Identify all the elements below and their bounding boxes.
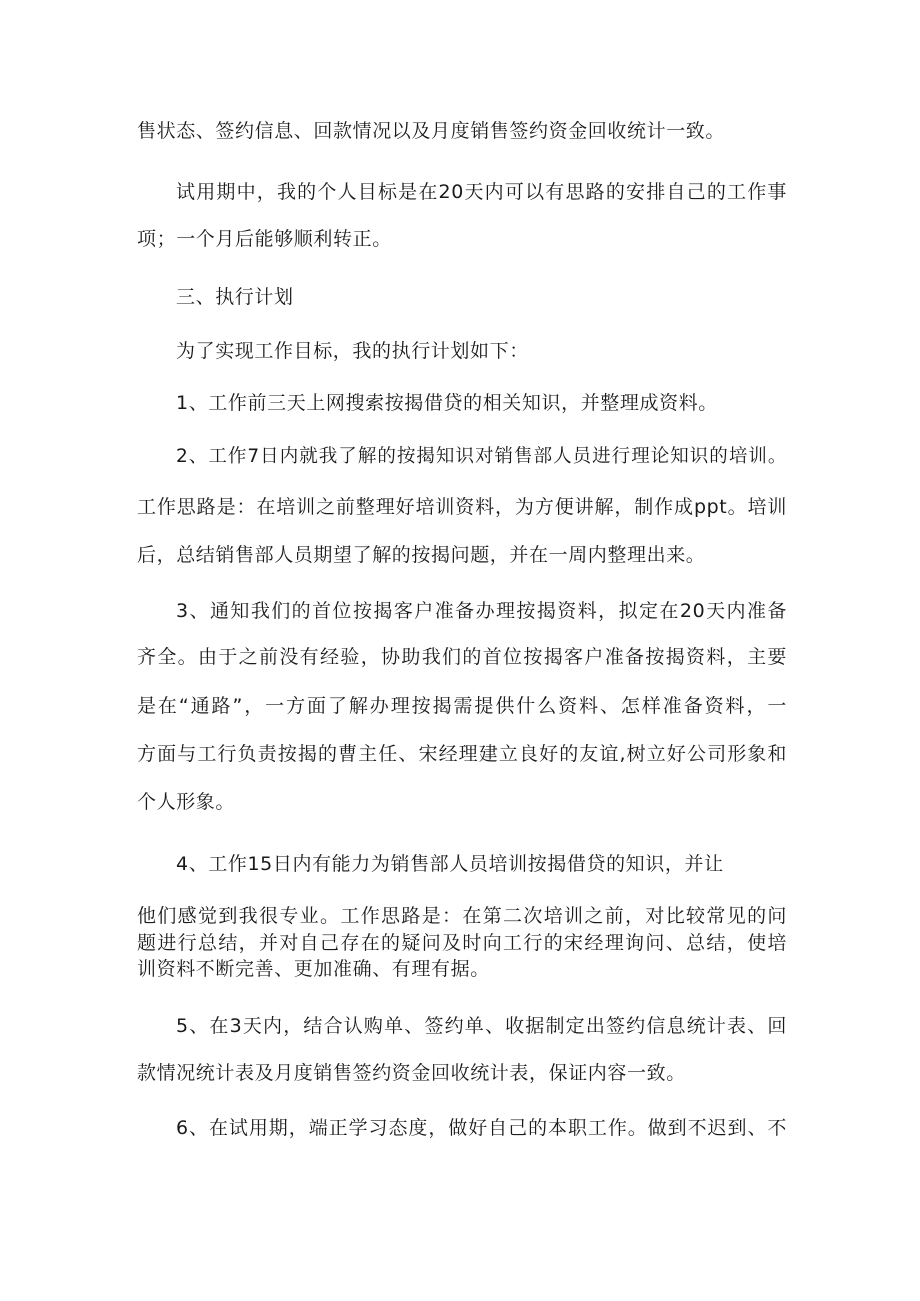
section-heading: 三、执行计划 [176, 286, 294, 308]
text-line: 训资料不断完善、更加准确、有理有据。 [137, 958, 490, 980]
list-item: 5、在3天内，结合认购单、签约单、收据制定出签约信息统计表、回 [176, 1015, 787, 1037]
text-line: 方面与工行负责按揭的曹主任、宋经理建立良好的友谊,树立好公司形象和 [137, 743, 787, 765]
text-line: 款情况统计表及月度销售签约资金回收统计表，保证内容一致。 [137, 1062, 686, 1084]
list-item: 4、工作15日内有能力为销售部人员培训按揭借贷的知识，并让 [176, 853, 724, 875]
text-line: 题进行总结，并对自己存在的疑问及时向工行的宋经理询问、总结，使培 [137, 932, 787, 954]
text-line: 为了实现工作目标，我的执行计划如下： [176, 340, 529, 362]
list-item: 3、通知我们的首位按揭客户准备办理按揭资料，拟定在20天内准备 [176, 600, 787, 622]
text-line: 试用期中，我的个人目标是在20天内可以有思路的安排自己的工作事 [176, 181, 787, 203]
text-line: 他们感觉到我很专业。工作思路是：在第二次培训之前，对比较常见的问 [137, 905, 787, 927]
text-line: 后，总结销售部人员期望了解的按揭问题，并在一周内整理出来。 [137, 544, 706, 566]
text-line: 售状态、签约信息、回款情况以及月度销售签约资金回收统计一致。 [137, 120, 726, 142]
list-item: 1、工作前三天上网搜索按揭借贷的相关知识，并整理成资料。 [176, 392, 718, 414]
list-item: 2、工作7日内就我了解的按揭知识对销售部人员进行理论知识的培训。 [176, 446, 787, 467]
text-line: 工作思路是：在培训之前整理好培训资料，为方便讲解，制作成ppt。培训 [137, 496, 787, 518]
text-line: 是在“通路”，一方面了解办理按揭需提供什么资料、怎样准备资料，一 [137, 695, 787, 717]
text-line: 齐全。由于之前没有经验，协助我们的首位按揭客户准备按揭资料，主要 [137, 646, 787, 668]
text-line: 项；一个月后能够顺利转正。 [137, 228, 392, 250]
list-item: 6、在试用期，端正学习态度，做好自己的本职工作。做到不迟到、不 [176, 1117, 787, 1139]
text-line: 个人形象。 [137, 791, 236, 813]
